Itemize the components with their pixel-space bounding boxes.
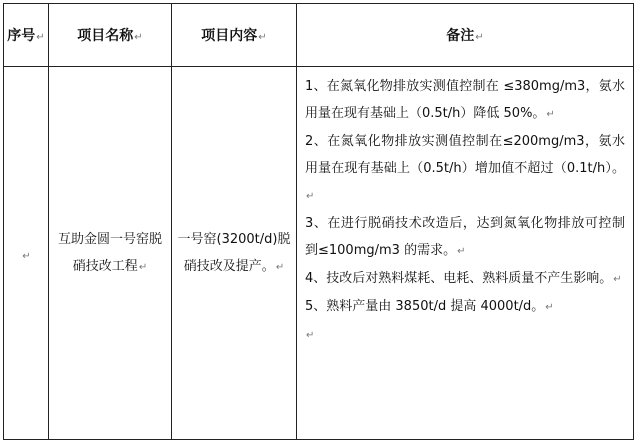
remark-item-3 [305,210,625,265]
paragraph-mark: ↵ [275,261,285,273]
table-row [4,67,634,440]
paragraph-mark: ↵ [546,109,555,120]
cell-content-value: 一号窑(3200t/d)脱硝技改及提产。 [177,231,291,274]
cell-remark [297,67,634,440]
cell-content [172,67,297,440]
paragraph-mark: ↵ [613,274,622,285]
cell-seq [4,67,49,440]
paragraph-mark: ↵ [457,246,466,257]
remark-item-3-text: 3、在进行脱硝技术改造后，达到氮氧化物排放可控制到≤100mg/m3 的需求。 [305,216,625,258]
header-remark [297,4,634,67]
header-remark-label: 备注 [446,28,475,44]
remark-item-5-text: 5、熟料产量由 3850t/d 提高 4000t/d。 [305,299,545,314]
project-table [3,3,634,440]
paragraph-mark: ↵ [36,32,45,43]
remark-empty-line [305,321,625,349]
paragraph-mark: ↵ [22,250,31,262]
paragraph-mark: ↵ [545,302,554,313]
header-content-label: 项目内容 [201,28,258,44]
paragraph-mark: ↵ [134,32,143,43]
paragraph-mark: ↵ [306,191,315,202]
paragraph-mark: ↵ [306,330,315,341]
cell-name [49,67,172,440]
header-content [172,4,297,67]
remark-item-4-text: 4、技改后对熟料煤耗、电耗、熟料质量不产生影响。 [305,271,613,286]
cell-name-value: 互助金圆一号窑脱硝技改工程 [57,231,162,274]
header-seq-label: 序号 [7,28,36,44]
paragraph-mark: ↵ [138,261,148,273]
remark-item-4 [305,265,625,293]
remark-item-2-text: 2、在氮氧化物排放实测值控制在≤200mg/m3，氨水用量在现有基础上（0.5t/h）增加值不超过（0.1t/h）。 [305,134,625,176]
paragraph-mark: ↵ [258,32,267,43]
header-row [4,4,634,67]
remark-item-1-text: 1、在氮氧化物排放实测值控制在 ≤380mg/m3，氨水用量在现有基础上（0.5t/h）降低 50%。 [305,79,625,121]
paragraph-mark: ↵ [475,32,484,43]
header-seq [4,4,49,67]
header-name [49,4,172,67]
table-wrapper [3,3,634,440]
remark-item-2 [305,128,625,210]
header-name-label: 项目名称 [77,28,134,44]
remark-item-1 [305,73,625,128]
remark-item-5 [305,293,625,321]
